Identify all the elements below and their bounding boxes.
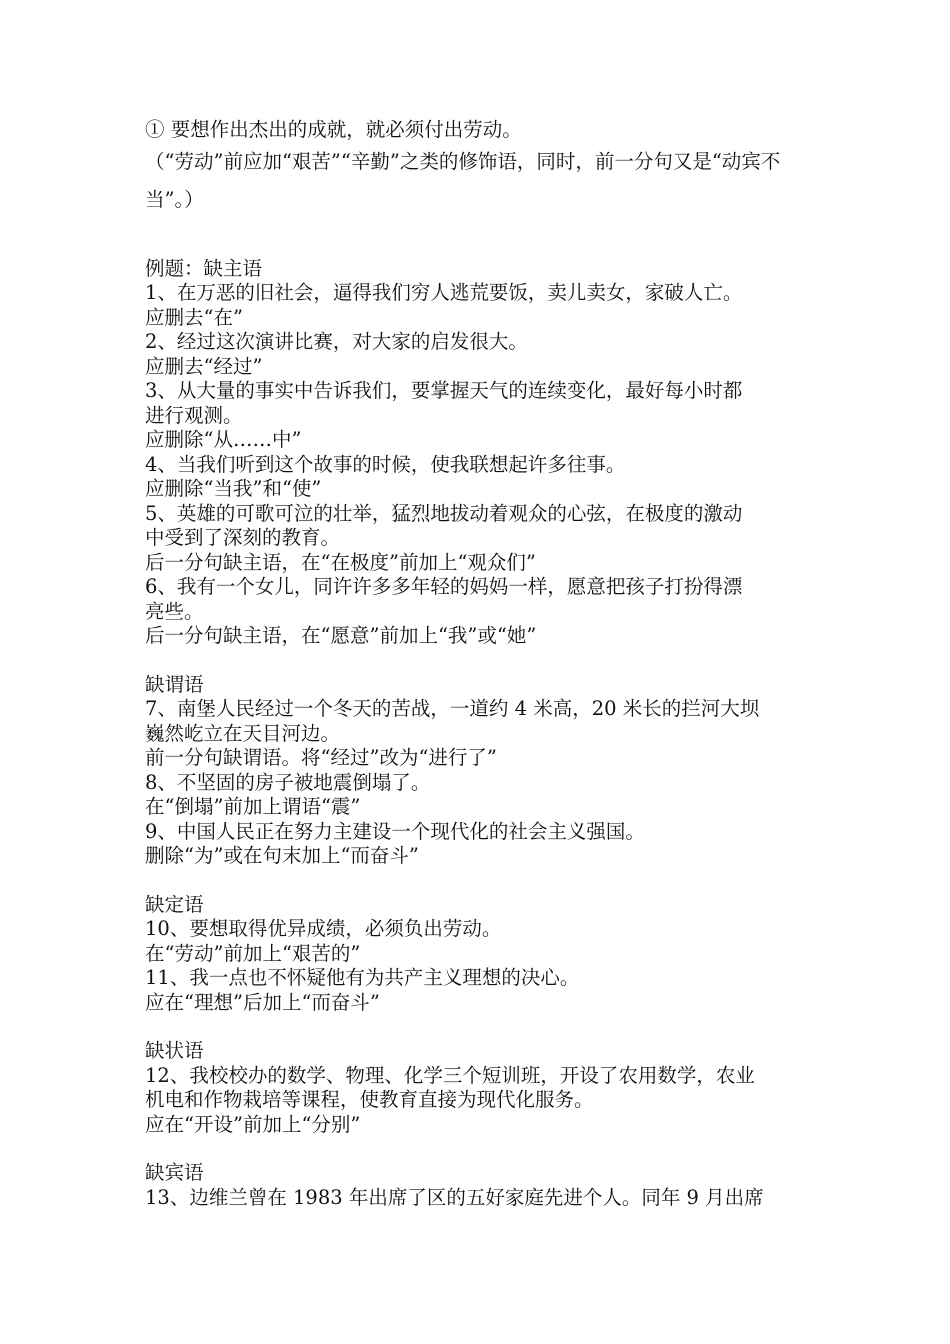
intro-example: ① 要想作出杰出的成就，就必须付出劳动。	[145, 118, 522, 141]
list-item: 应删去“经过”	[145, 354, 263, 378]
list-item: 1、在万恶的旧社会，逼得我们穷人逃荒要饭，卖儿卖女，家破人亡。	[145, 281, 743, 304]
list-item: 应删除“当我”和“使”	[145, 477, 322, 500]
list-item: 后一分句缺主语，在“愿意”前加上“我”或“她”	[145, 624, 537, 647]
list-item: 10、要想取得优异成绩，必须负出劳动。	[145, 917, 502, 940]
section-missing-object	[145, 1161, 815, 1210]
document-page	[145, 118, 815, 1210]
section-missing-predicate	[145, 673, 815, 869]
list-item: 巍然屹立在天目河边。	[145, 721, 341, 745]
section-missing-subject	[145, 257, 815, 649]
section-heading: 缺宾语	[145, 1161, 204, 1184]
section-heading: 缺定语	[145, 892, 204, 916]
list-item: 前一分句缺谓语。将“经过”改为“进行了”	[145, 746, 497, 769]
list-item: 13、边维兰曾在 1983 年出席了区的五好家庭先进个人。同年 9 月出席	[145, 1185, 764, 1209]
list-item: 2、经过这次演讲比赛，对大家的启发很大。	[145, 330, 528, 353]
section-gap	[145, 219, 815, 257]
list-item: 应在“理想”后加上“而奋斗”	[145, 990, 380, 1014]
section-missing-adverbial	[145, 1039, 815, 1137]
list-item: 机电和作物栽培等课程，使教育直接为现代化服务。	[145, 1088, 594, 1111]
list-item: 9、中国人民正在努力主建设一个现代化的社会主义强国。	[145, 819, 645, 843]
list-item: 应删去“在”	[145, 305, 243, 329]
list-item: 亮些。	[145, 599, 204, 623]
section-gap	[145, 1015, 815, 1039]
section-heading: 例题：缺主语	[145, 256, 263, 280]
list-item: 应在“开设”前加上“分别”	[145, 1112, 361, 1136]
list-item: 8、不坚固的房子被地震倒塌了。	[145, 770, 431, 794]
list-item: 12、我校校办的数学、物理、化学三个短训班，开设了农用数学，农业	[145, 1063, 755, 1087]
section-gap	[145, 869, 815, 893]
list-item: 3、从大量的事实中告诉我们，要掌握天气的连续变化，最好每小时都	[145, 379, 743, 402]
section-heading: 缺状语	[145, 1039, 204, 1062]
list-item: 6、我有一个女儿，同许许多多年轻的妈妈一样，愿意把孩子打扮得漂	[145, 575, 743, 598]
list-item: 7、南堡人民经过一个冬天的苦战，一道约 4 米高，20 米长的拦河大坝	[145, 697, 760, 720]
intro-note: （“劳动”前应加“艰苦”“辛勤”之类的修饰语，同时，前一分句又是“动宾不 当”。）	[145, 149, 781, 211]
list-item: 11、我一点也不怀疑他有为共产主义理想的决心。	[145, 966, 580, 989]
list-item: 在“倒塌”前加上谓语“震”	[145, 795, 361, 818]
list-item: 删除“为”或在句末加上“而奋斗”	[145, 844, 419, 867]
list-item: 5、英雄的可歌可泣的壮举，猛烈地拔动着观众的心弦，在极度的激动	[145, 501, 743, 525]
section-heading: 缺谓语	[145, 672, 204, 696]
list-item: 进行观测。	[145, 403, 243, 427]
list-item: 应删除“从……中”	[145, 428, 302, 451]
section-gap	[145, 1137, 815, 1161]
section-missing-attributive	[145, 893, 815, 1016]
list-item: 在“劳动”前加上“艰苦的”	[145, 941, 361, 965]
list-item: 4、当我们听到这个故事的时候，使我联想起许多往事。	[145, 452, 626, 476]
section-gap	[145, 649, 815, 673]
list-item: 后一分句缺主语，在“在极度”前加上“观众们”	[145, 550, 536, 574]
list-item: 中受到了深刻的教育。	[145, 526, 341, 549]
